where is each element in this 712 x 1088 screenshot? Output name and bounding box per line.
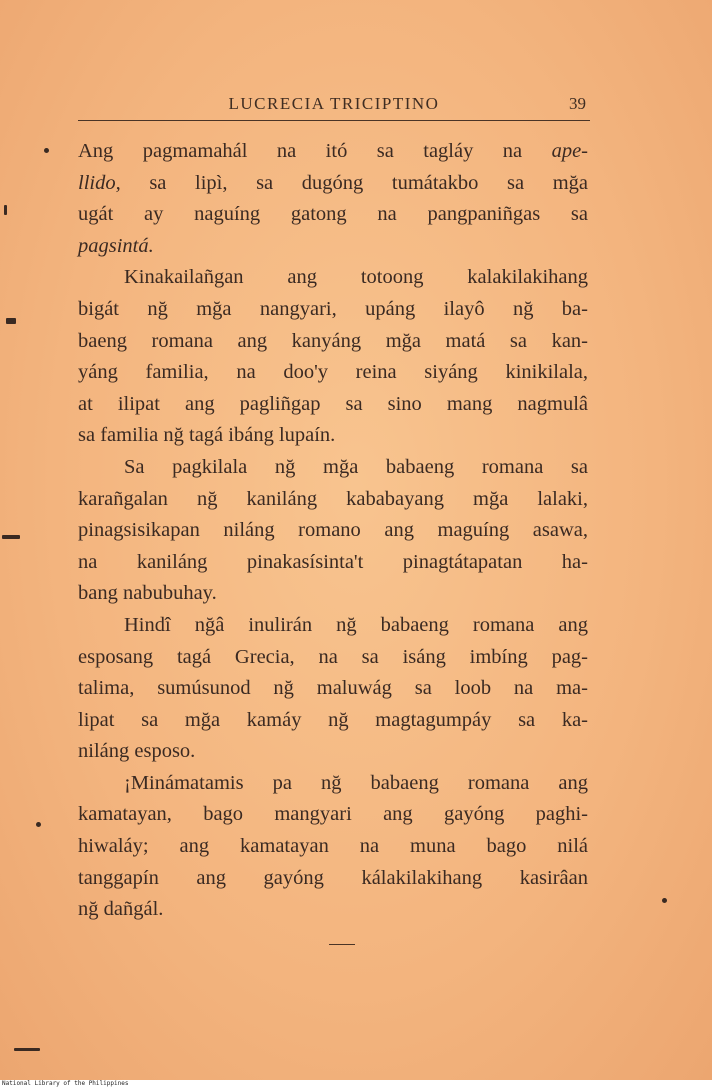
text-line: lipat sa mğa kamáy nğ magtagumpáy sa ka-: [78, 708, 588, 731]
scan-speck: [6, 318, 16, 324]
text-line: ugát ay naguíng gatong na pangpaniñgas sa: [78, 203, 588, 226]
italic-text: ape-: [551, 140, 588, 162]
scan-speck: [4, 205, 7, 215]
page-number: 39: [569, 94, 586, 113]
text-line: Sa pagkilala nğ mğa babaeng romana sa: [124, 455, 588, 478]
text-line: karañgalan nğ kaniláng kababayang mğa lalaki,: [78, 487, 588, 510]
text-line: llido, sa lipì, sa dugóng tumátakbo sa mğa: [78, 171, 588, 194]
text-line: yáng familia, na doo'y reina siyáng kinikilala,: [78, 361, 588, 384]
text-line: at ilipat ang pagliñgap sa sino mang nagmulâ: [78, 392, 588, 415]
scan-speck: [14, 1048, 40, 1051]
text-line: na kaniláng pinakasísinta't pinagtátapatan ha-: [78, 550, 588, 573]
end-rule: [329, 944, 355, 945]
text-line: nğ dañgál.: [78, 898, 164, 921]
text-line: sa familia nğ tagá ibáng lupaín.: [78, 424, 336, 447]
paragraph: [78, 610, 588, 768]
text-line: Hindî nğâ inulirán nğ babaeng romana ang: [124, 613, 588, 636]
page-header: [78, 92, 590, 121]
text-line: ¡Minámatamis pa nğ babaeng romana ang: [124, 771, 588, 794]
italic-text: pagsintá.: [78, 234, 154, 257]
paragraph: [78, 136, 588, 262]
text-line: hiwaláy; ang kamatayan na muna bago nilá: [78, 835, 588, 858]
text-line: tanggapín ang gayóng kálakilakihang kasirâan: [78, 866, 588, 889]
text-line: niláng esposo.: [78, 740, 196, 763]
text-line: pinagsisikapan niláng romano ang maguíng asawa,: [78, 519, 588, 542]
text-line: bang nabubuhay.: [78, 582, 217, 605]
running-head: LUCRECIA TRICIPTINO: [228, 94, 440, 113]
text-line: Ang pagmamahál na itó sa tagláy na ape-: [78, 140, 588, 162]
paragraph: [78, 768, 588, 926]
scan-speck: [44, 148, 49, 153]
text-line: bigát nğ mğa nangyari, upáng ilayô nğ ba-: [78, 297, 588, 320]
text-line: Kinakailañgan ang totoong kalakilakihang: [124, 266, 588, 289]
text-line: kamatayan, bago mangyari ang gayóng paghi-: [78, 803, 588, 826]
body-text: [78, 136, 588, 926]
text-line: talima, sumúsunod nğ maluwág sa loob na ma-: [78, 677, 588, 700]
scan-speck: [36, 822, 41, 827]
text-line: [78, 231, 588, 263]
scan-speck: [2, 535, 20, 539]
library-credit: National Library of the Philippines: [0, 1080, 712, 1088]
paragraph: [78, 452, 588, 610]
italic-text: llido,: [78, 171, 121, 194]
scan-speck: [662, 898, 667, 903]
text-line: esposang tagá Grecia, na sa isáng imbíng pag-: [78, 645, 588, 668]
paragraph: [78, 262, 588, 452]
text-line: baeng romana ang kanyáng mğa matá sa kan-: [78, 329, 588, 352]
